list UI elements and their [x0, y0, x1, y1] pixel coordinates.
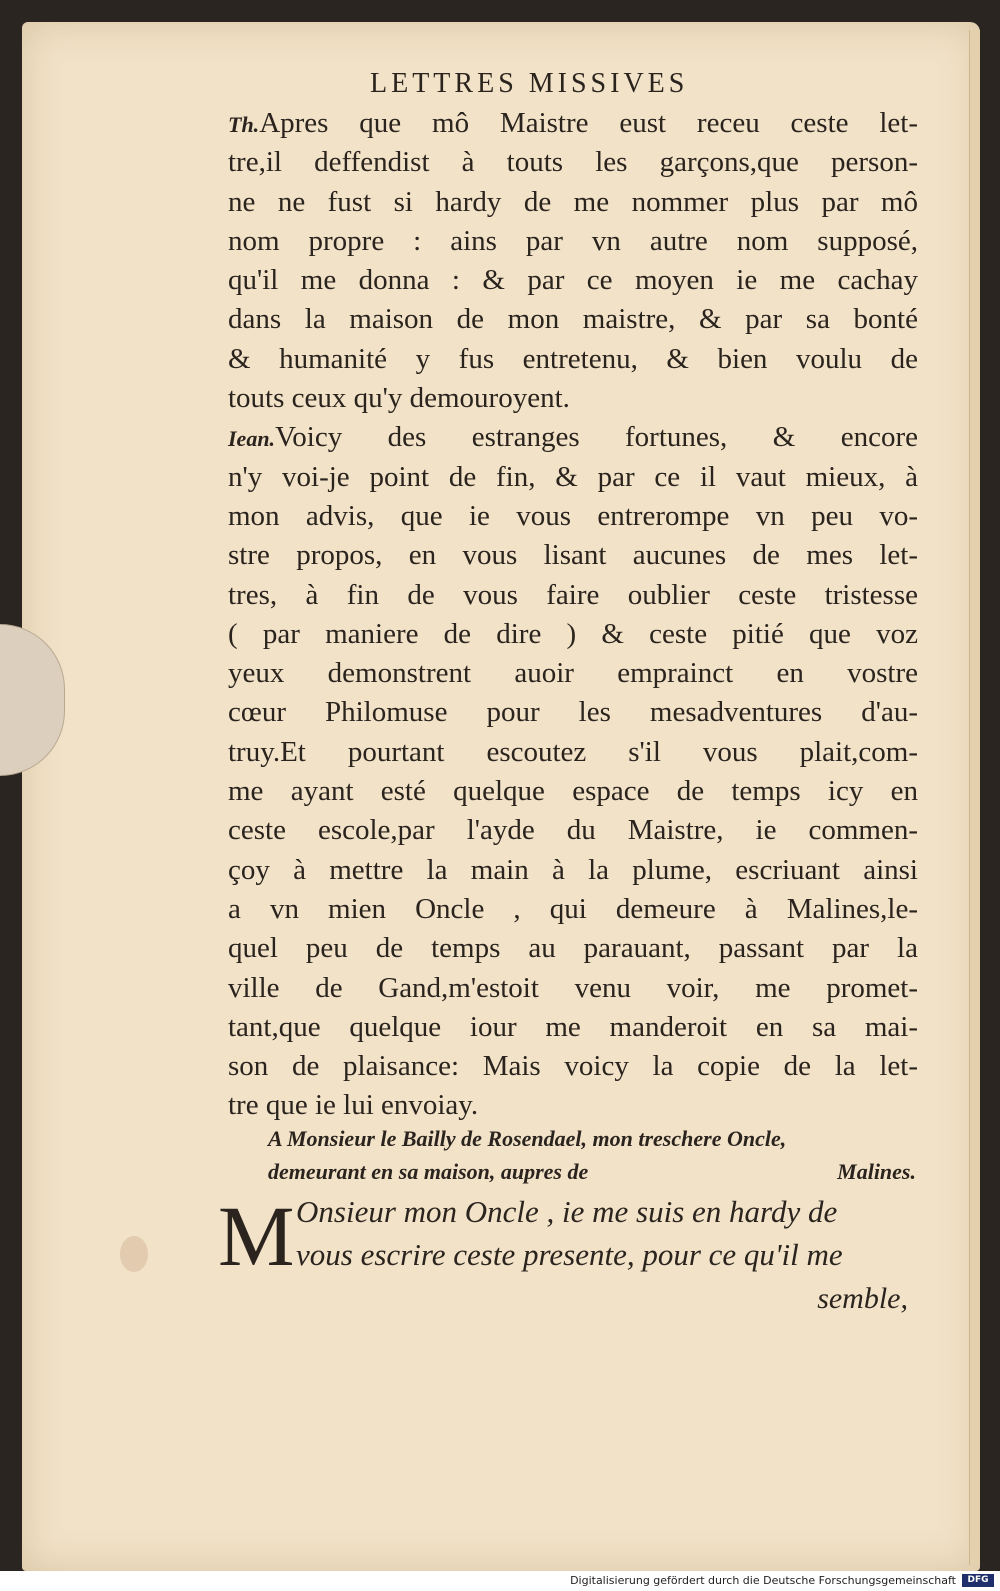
running-head: LETTRES MISSIVES — [370, 68, 689, 99]
text-line — [228, 261, 918, 300]
line-text: Voicy des estranges fortunes, & encore — [275, 421, 918, 454]
footer-credit: Digitalisierung gefördert durch die Deutsche Forschungsgemeinschaft — [570, 1574, 956, 1587]
text-line — [228, 851, 918, 890]
dfg-logo: DFG — [962, 1574, 994, 1587]
line-text: cœur Philomuse pour les mesadventures d'au- — [228, 696, 918, 729]
line-text: ceste escole,par l'ayde du Maistre, ie commen- — [228, 814, 918, 847]
line-text: yeux demonstrent auoir emprainct en vostre — [228, 657, 918, 690]
line-text: tre que ie lui envoiay. — [228, 1089, 479, 1122]
line-text: & humanité y fus entretenu, & bien voulu de — [228, 342, 918, 375]
line-text: çoy à mettre la main à la plume, escriuant ainsi — [228, 853, 918, 886]
paper-stain — [120, 1236, 148, 1272]
line-text: qu'il me donna : & par ce moyen ie me cachay — [228, 264, 918, 297]
text-line — [228, 497, 918, 536]
digitization-footer — [0, 1571, 1000, 1591]
line-text: touts ceux qu'y demouroyent. — [228, 382, 570, 415]
line-text: tres, à fin de vous faire oublier ceste tristesse — [228, 578, 918, 611]
letter-line-2: vous escrire ceste presente, pour ce qu'il me — [296, 1237, 843, 1272]
letter-line-1: Onsieur mon Oncle , ie me suis en hardy de — [296, 1194, 838, 1229]
line-text: ville de Gand,m'estoit venu voir, me promet- — [228, 971, 918, 1004]
text-line — [228, 458, 918, 497]
text-line — [228, 733, 918, 772]
text-line — [228, 615, 918, 654]
line-text: ne ne fust si hardy de me nommer plus par mô — [228, 185, 918, 218]
line-text: quel peu de temps au parauant, passant par la — [228, 932, 918, 965]
body-text — [228, 104, 918, 1126]
line-text: son de plaisance: Mais voicy la copie de la let- — [228, 1050, 918, 1083]
speaker-label: Iean. — [228, 426, 276, 452]
text-line — [228, 300, 918, 339]
line-text: truy.Et pourtant escoutez s'il vous plait,com- — [228, 735, 918, 768]
line-text: Apres que mô Maistre eust receu ceste let- — [259, 107, 918, 139]
text-line — [228, 418, 918, 457]
address-line-2 — [268, 1155, 916, 1188]
address-line-2-right: Malines. — [837, 1159, 916, 1184]
catchword: semble, — [817, 1282, 908, 1315]
line-text: stre propos, en vous lisant aucunes de mes let- — [228, 539, 918, 572]
text-line — [228, 183, 918, 222]
line-text: ( par maniere de dire ) & ceste pitié que voz — [228, 617, 918, 650]
line-text: dans la maison de mon maistre, & par sa bonté — [228, 303, 918, 336]
line-text: mon advis, que ie vous entrerompe vn peu vo- — [228, 499, 918, 532]
text-line — [228, 576, 918, 615]
text-line — [228, 811, 918, 850]
text-line — [228, 1047, 918, 1086]
line-text: tre,il deffendist à touts les garçons,que person- — [228, 146, 918, 179]
text-line — [228, 654, 918, 693]
text-line — [228, 340, 918, 379]
speaker-label: Th. — [228, 112, 260, 137]
text-line — [228, 222, 918, 261]
line-text: nom propre : ains par vn autre nom supposé, — [228, 224, 918, 257]
text-line — [228, 1086, 918, 1125]
line-text: tant,que quelque iour me manderoit en sa mai- — [228, 1010, 918, 1043]
address-line-2-left: demeurant en sa maison, aupres de — [268, 1159, 589, 1184]
text-line — [228, 104, 918, 143]
line-text: me ayant esté quelque espace de temps icy en — [228, 775, 918, 808]
text-line — [228, 772, 918, 811]
text-line — [228, 143, 918, 182]
drop-cap: M — [218, 1188, 295, 1284]
letter-address — [268, 1122, 916, 1188]
line-text: n'y voi-je point de fin, & par ce il vaut mieux, à — [228, 460, 918, 493]
text-line — [228, 536, 918, 575]
text-line — [228, 969, 918, 1008]
line-text: a vn mien Oncle , qui demeure à Malines,le- — [228, 892, 918, 925]
address-line-1: A Monsieur le Bailly de Rosendael, mon treschere Oncle, — [268, 1126, 787, 1151]
text-line — [228, 693, 918, 732]
page-edge — [969, 30, 980, 1565]
text-line — [228, 890, 918, 929]
text-line — [228, 379, 918, 418]
text-line — [228, 929, 918, 968]
letter-opening — [218, 1188, 918, 1284]
text-line — [228, 1008, 918, 1047]
